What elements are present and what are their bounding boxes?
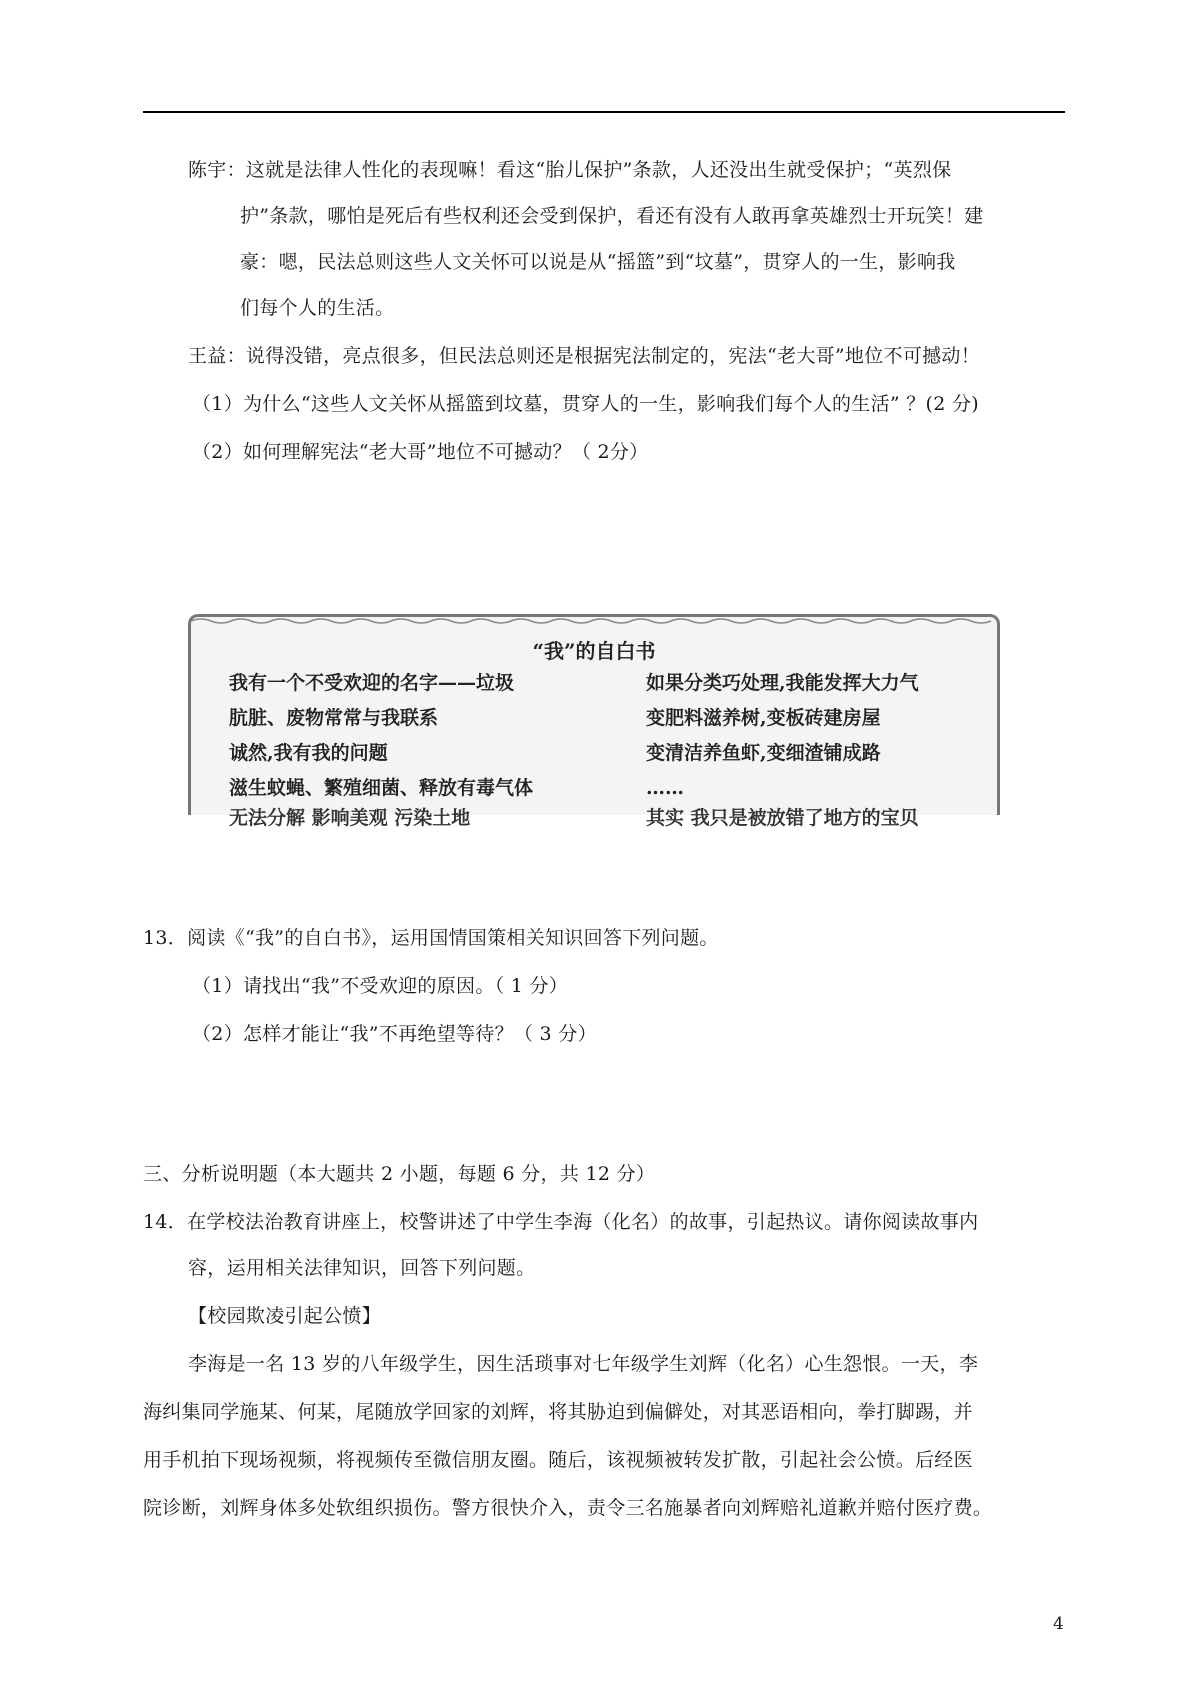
case-paragraph-line1: 李海是一名 13 岁的八年级学生，因生活琐事对七年级学生刘辉（化名）心生怨恨。一天，李 [188, 1353, 979, 1375]
question-12-1: （1）为什么“这些人文关怀从摇篮到坟墓，贯穿人的一生，影响我们每个人的生活” ？(2 分) [192, 393, 980, 415]
figure-title: “我”的自白书 [532, 639, 656, 663]
question-14-line1: 14．在学校法治教育讲座上，校警讲述了中学生李海（化名）的故事，引起热议。请你阅读故事内 [143, 1211, 979, 1233]
case-paragraph-line2: 海纠集同学施某、何某，尾随放学回家的刘辉，将其胁迫到偏僻处，对其恶语相向，拳打脚踢，并 [143, 1401, 973, 1423]
figure-left-line5-cut: 无法分解 影响美观 污染土地 [229, 807, 471, 829]
question-13-stem: 13．阅读《“我”的自白书》，运用国情国策相关知识回答下列问题。 [143, 927, 719, 949]
figure-left-line3: 诚然,我有我的问题 [229, 742, 388, 764]
question-13-1: （1）请找出“我”不受欢迎的原因。（ 1 分） [192, 975, 569, 997]
case-paragraph-line3: 用手机拍下现场视频，将视频传至微信朋友圈。随后，该视频被转发扩散，引起社会公愤。后经医 [143, 1449, 973, 1471]
dialogue-wangyi: 王益：说得没错，亮点很多，但民法总则还是根据宪法制定的，宪法“老大哥”地位不可撼动！ [188, 345, 981, 367]
figure-left-line2: 肮脏、废物常常与我联系 [229, 707, 439, 729]
page-number: 4 [1053, 1614, 1064, 1634]
figure-left-line1: 我有一个不受欢迎的名字——垃圾 [229, 672, 515, 694]
figure-right-line3: 变清洁养鱼虾,变细渣铺成路 [646, 742, 881, 764]
figure-right-line2: 变肥料滋养树,变板砖建房屋 [646, 707, 881, 729]
header-rule [143, 111, 1065, 113]
dialogue-chenyu-line1: 陈宇：这就是法律人性化的表现嘛！看这“胎儿保护”条款，人还没出生就受保护；“英烈保 [188, 159, 952, 181]
dialogue-chenyu-line4: 们每个人的生活。 [240, 297, 395, 319]
figure-left-line4: 滋生蚊蝇、繁殖细菌、释放有毒气体 [229, 777, 534, 799]
case-paragraph-line4: 院诊断，刘辉身体多处软组织损伤。警方很快介入，责令三名施暴者向刘辉赔礼道歉并赔付医疗费。 [143, 1497, 993, 1519]
figure-right-line1: 如果分类巧处理,我能发挥大力气 [646, 672, 919, 694]
question-14-line2: 容，运用相关法律知识，回答下列问题。 [188, 1257, 536, 1279]
wavy-border-icon [191, 617, 997, 625]
section-3-heading: 三、分析说明题（本大题共 2 小题，每题 6 分，共 12 分） [143, 1163, 656, 1185]
figure-right-line4: …… [646, 777, 684, 799]
case-subtitle: 【校园欺凌引起公愤】 [188, 1305, 382, 1327]
self-statement-figure [188, 614, 1000, 829]
question-12-2: （2）如何理解宪法“老大哥”地位不可撼动？（ 2分） [192, 441, 649, 463]
figure-right-line5-cut: 其实 我只是被放错了地方的宝贝 [646, 807, 919, 829]
question-13-2: （2）怎样才能让“我”不再绝望等待？（ 3 分） [192, 1023, 597, 1045]
dialogue-chenyu-line3: 豪：嗯，民法总则这些人文关怀可以说是从“摇篮”到“坟墓”，贯穿人的一生，影响我 [240, 251, 956, 273]
dialogue-chenyu-line2: 护”条款，哪怕是死后有些权利还会受到保护，看还有没有人敢再拿英雄烈士开玩笑！建 [240, 205, 984, 227]
